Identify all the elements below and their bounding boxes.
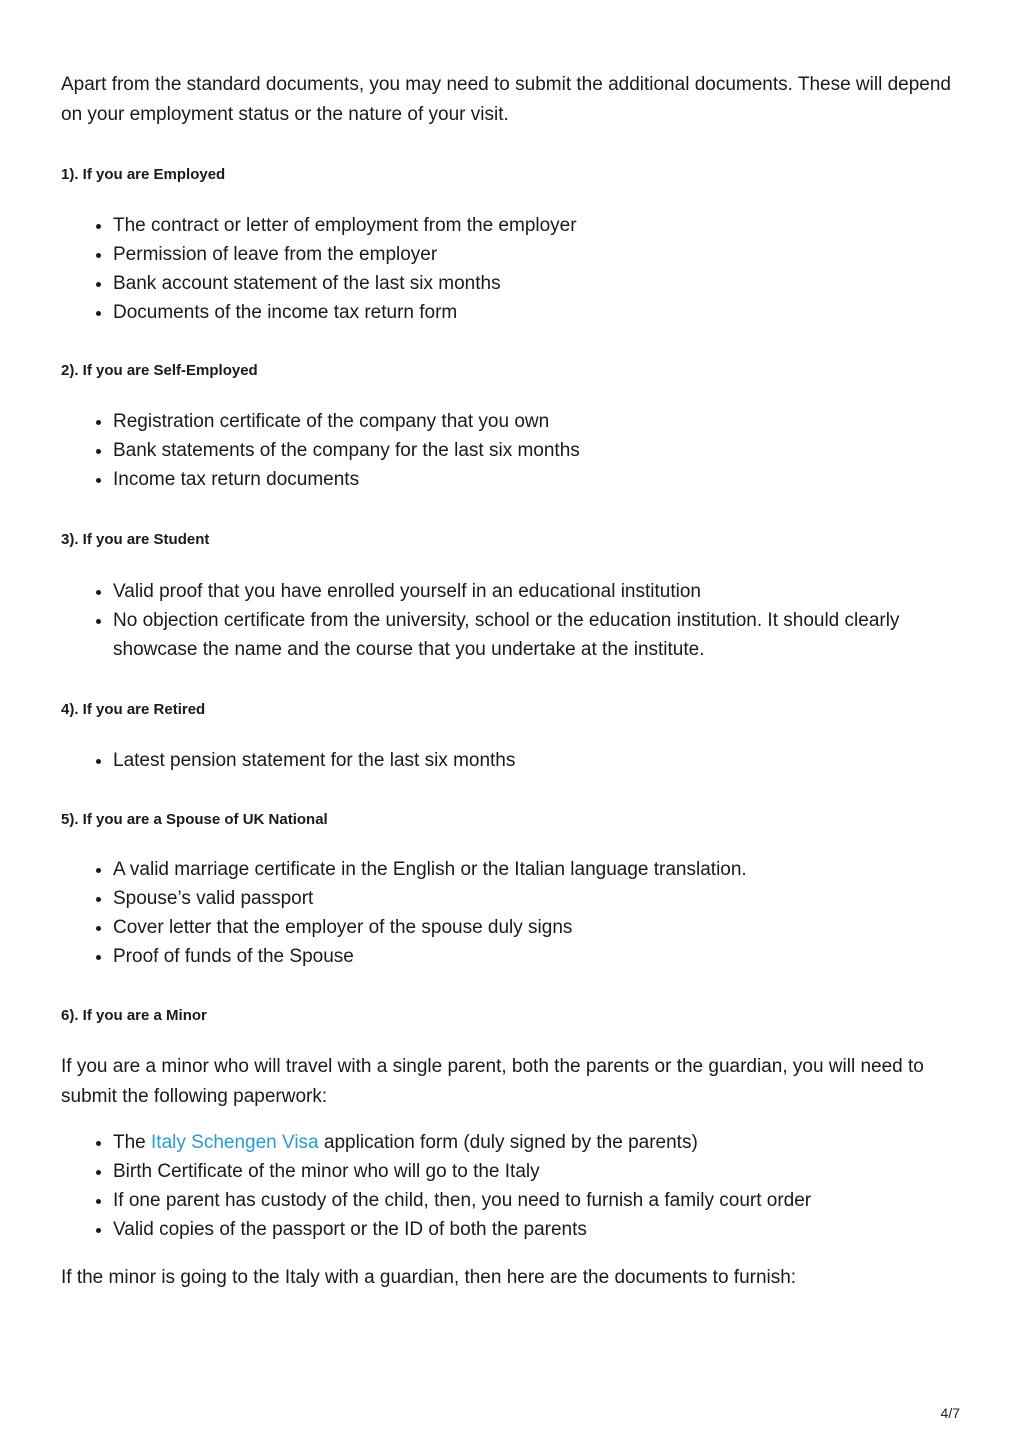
- list-item: • Proof of funds of the Spouse: [113, 942, 961, 971]
- minor-document-list: [61, 1128, 961, 1244]
- italy-schengen-visa-link[interactable]: Italy Schengen Visa: [151, 1132, 319, 1153]
- list-item: • Permission of leave from the employer: [113, 240, 961, 269]
- section-heading-retired: 4). If you are Retired: [61, 701, 206, 718]
- list-item: • Spouse’s valid passport: [113, 884, 961, 913]
- list-item: • No objection certificate from the university, school or the education institution. It should clearly showcase the name and the course that you undertake at the institute.: [113, 606, 961, 664]
- list-item: • Registration certificate of the company that you own: [113, 407, 961, 436]
- list-item: • Valid proof that you have enrolled yourself in an educational institution: [113, 577, 961, 606]
- student-document-list: [61, 577, 961, 664]
- list-item: • Cover letter that the employer of the spouse duly signs: [113, 913, 961, 942]
- employed-document-list: [61, 211, 961, 327]
- list-item: • Income tax return documents: [113, 465, 961, 494]
- list-item-suffix: application form (duly signed by the parents): [318, 1132, 698, 1153]
- list-item: • Valid copies of the passport or the ID of both the parents: [113, 1215, 961, 1244]
- section-heading-minor: 6). If you are a Minor: [61, 1007, 207, 1024]
- list-item: [113, 1128, 961, 1157]
- section-heading-spouse: 5). If you are a Spouse of UK National: [61, 811, 328, 828]
- document-page: [61, 70, 961, 1293]
- list-item-prefix: The: [113, 1132, 152, 1153]
- minor-intro-paragraph: If you are a minor who will travel with a single parent, both the parents or the guardian, you will need to submit the following paperwork:: [61, 1056, 924, 1107]
- list-item: • Bank account statement of the last six months: [113, 269, 961, 298]
- minor-outro-paragraph: If the minor is going to the Italy with a guardian, then here are the documents to furnish:: [61, 1267, 797, 1288]
- list-item: • Bank statements of the company for the last six months: [113, 436, 961, 465]
- list-item: • The contract or letter of employment from the employer: [113, 211, 961, 240]
- section-heading-employed: 1). If you are Employed: [61, 166, 226, 183]
- list-item: • Birth Certificate of the minor who will go to the Italy: [113, 1157, 961, 1186]
- section-heading-student: 3). If you are Student: [61, 531, 210, 548]
- list-item: • If one parent has custody of the child, then, you need to furnish a family court order: [113, 1186, 961, 1215]
- page-number: 4/7: [940, 1405, 960, 1421]
- list-item: • Documents of the income tax return form: [113, 298, 961, 327]
- intro-paragraph: Apart from the standard documents, you may need to submit the additional documents. These will depend on your employment status or the nature of your visit.: [61, 74, 951, 125]
- self-employed-document-list: [61, 407, 961, 494]
- retired-document-list: [61, 746, 961, 775]
- spouse-document-list: [61, 855, 961, 971]
- section-heading-self-employed: 2). If you are Self-Employed: [61, 362, 258, 379]
- list-item: • Latest pension statement for the last six months: [113, 746, 961, 775]
- list-item: • A valid marriage certificate in the English or the Italian language translation.: [113, 855, 961, 884]
